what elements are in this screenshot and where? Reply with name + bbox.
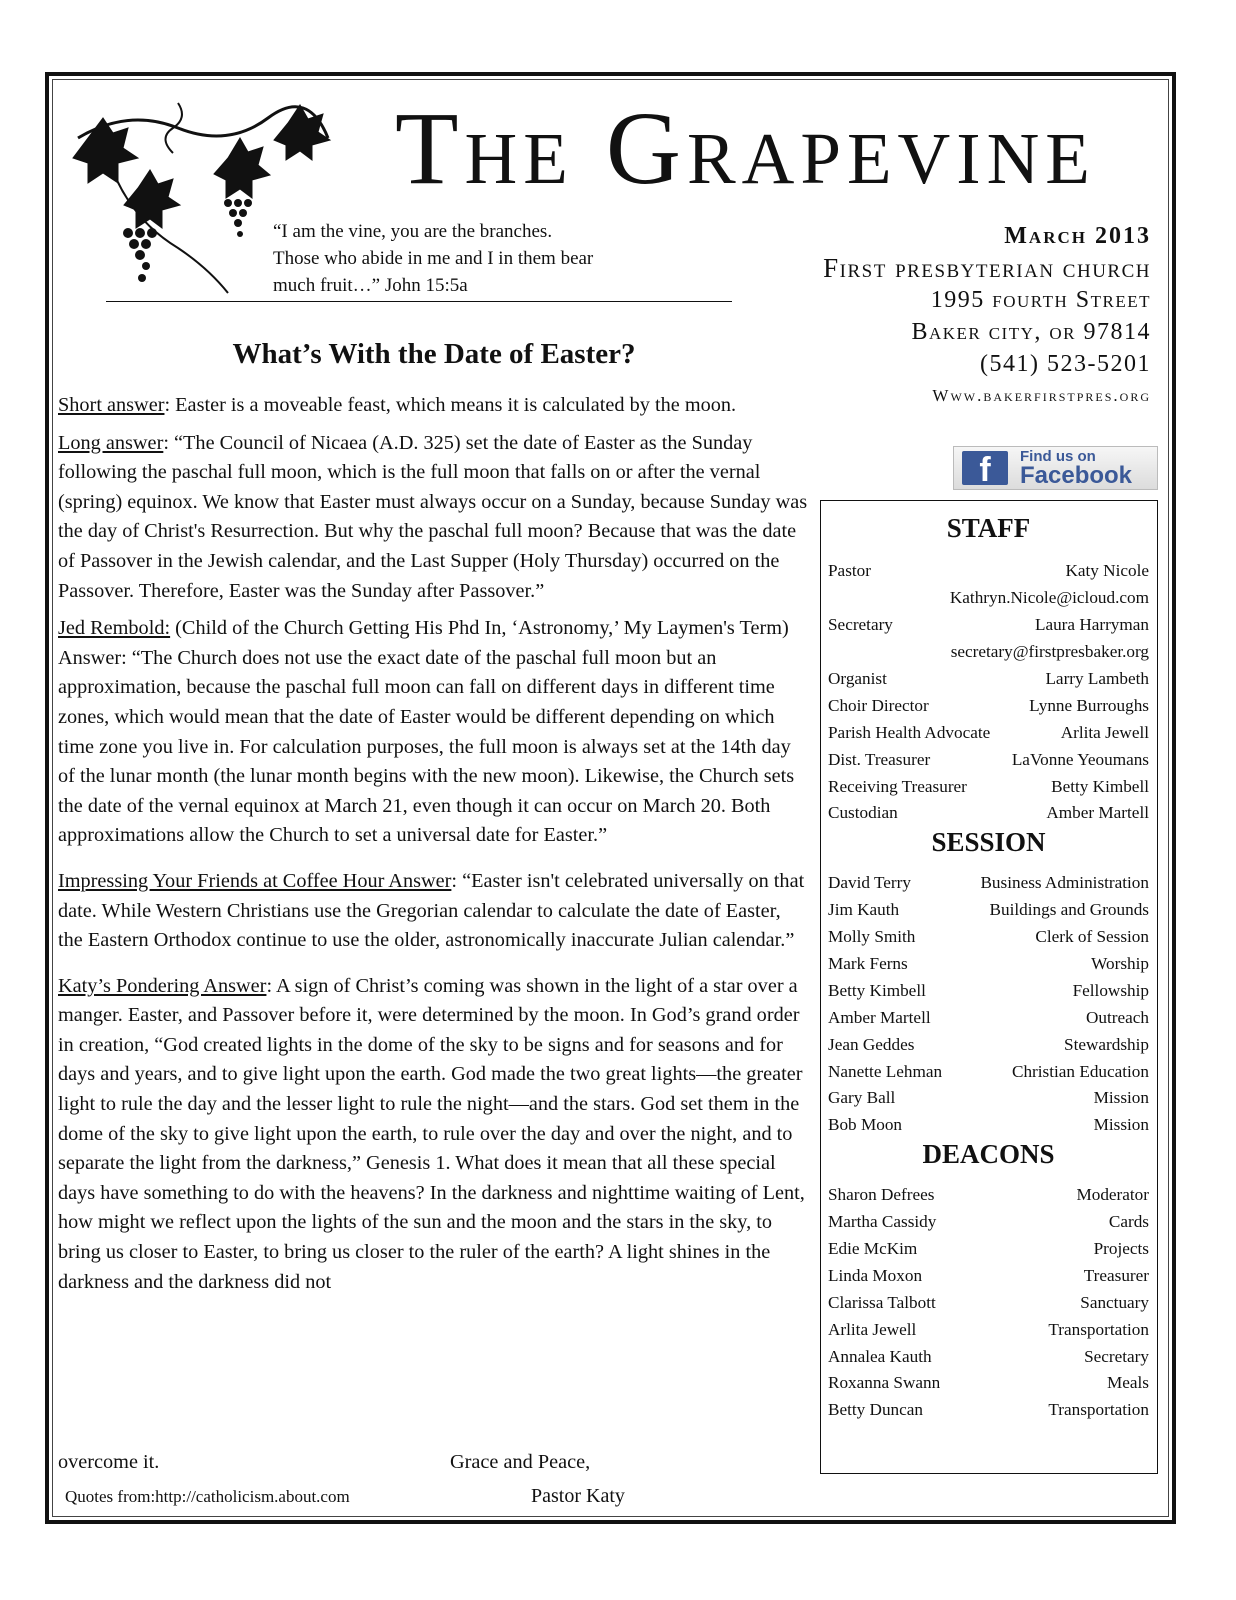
row-value: Meals <box>1106 1373 1149 1393</box>
quote-line: “I am the vine, you are the branches. <box>273 221 553 242</box>
row-label: Jean Geddes <box>828 1034 915 1054</box>
session-row <box>828 870 1149 897</box>
session-row <box>828 897 1149 924</box>
staff-row <box>828 800 1149 827</box>
deacons-row <box>828 1343 1149 1370</box>
row-value: Moderator <box>1076 1185 1149 1205</box>
row-label: Pastor <box>828 561 871 581</box>
row-label: Arlita Jewell <box>828 1319 917 1339</box>
session-row <box>828 924 1149 951</box>
phone-number: (541) 523-5201 <box>980 351 1151 377</box>
row-value: Katy Nicole <box>1065 561 1149 581</box>
church-info <box>823 220 1151 412</box>
session-row <box>828 1112 1149 1139</box>
row-value: Projects <box>1093 1239 1149 1259</box>
header-divider <box>106 301 732 302</box>
website-link[interactable]: Www.bakerfirstpres.org <box>932 386 1151 405</box>
row-label: Jim Kauth <box>828 900 900 920</box>
facebook-line2: Facebook <box>1020 461 1133 489</box>
row-label: Choir Director <box>828 695 929 715</box>
row-value: Clerk of Session <box>1035 927 1149 947</box>
church-name: First presbyterian church <box>823 253 1151 283</box>
session-row <box>828 1058 1149 1085</box>
row-label: Sharon Defrees <box>828 1185 935 1205</box>
facebook-line1: Find us on <box>1020 447 1096 465</box>
row-value: Amber Martell <box>1046 803 1149 823</box>
row-label: Parish Health Advocate <box>828 722 991 742</box>
row-value: Mission <box>1093 1115 1149 1135</box>
row-value: Business Administration <box>980 873 1149 893</box>
row-value: Mission <box>1093 1088 1149 1108</box>
paragraph-text: : “Easter isn't celebrated universally on that date. While Western Christians use the Gregorian calendar to calculate the date of Easter, the Eastern Orthodox continue to use the older, astronomically inaccurate Julian calendar.” <box>58 869 805 952</box>
session-heading: SESSION <box>931 826 1046 857</box>
row-label: Molly Smith <box>828 927 916 947</box>
newsletter-title: The Grapevine <box>395 91 1096 206</box>
row-value: Stewardship <box>1064 1034 1149 1054</box>
deacons-row <box>828 1182 1149 1209</box>
row-value: Laura Harryman <box>1034 615 1149 635</box>
session-list <box>828 870 1149 1139</box>
deacons-row <box>828 1289 1149 1316</box>
staff-row <box>828 773 1149 800</box>
row-value: Larry Lambeth <box>1045 669 1149 688</box>
row-label: Edie McKim <box>828 1239 918 1259</box>
session-row <box>828 977 1149 1004</box>
row-label: Linda Moxon <box>828 1265 923 1285</box>
staff-row <box>828 719 1149 746</box>
quote-line: Those who abide in me and I in them bear <box>273 248 594 269</box>
row-label: Annalea Kauth <box>828 1346 932 1366</box>
paragraph-label: Impressing Your Friends at Coffee Hour Answer <box>58 869 452 892</box>
deacons-row <box>828 1209 1149 1236</box>
signature: Pastor Katy <box>531 1485 625 1507</box>
deacons-row <box>828 1397 1149 1424</box>
row-label: Receiving Treasurer <box>828 776 967 796</box>
row-value: Buildings and Grounds <box>989 900 1149 920</box>
session-row <box>828 951 1149 978</box>
paragraph-label: Short answer <box>58 394 165 416</box>
row-label: Organist <box>828 669 887 688</box>
last-line: overcome it. <box>58 1451 160 1473</box>
row-value: Secretary <box>1084 1346 1149 1366</box>
paragraph-label: Katy’s Pondering Answer <box>58 974 267 997</box>
row-label: Secretary <box>828 615 893 635</box>
row-label: Gary Ball <box>828 1088 896 1108</box>
staff-row <box>828 585 1149 612</box>
closing: Grace and Peace, <box>450 1451 591 1473</box>
row-value: Sanctuary <box>1080 1292 1149 1312</box>
staff-list <box>828 558 1149 827</box>
paragraph-text: : A sign of Christ’s coming was shown in the light of a star over a manger. Easter, and Passover before it, were determined by the moon. In God’s grand order in creation, “God created lights in the dome of the sky to be signs and for seasons and for days and years, and to give light upon the earth. God made the two great lights—the greater light to rule the day and the lesser light to rule the night—and the stars. God set them in the dome of the sky to give light upon the earth, to rule over the day and over the night, and to separate the light from the darkness,” Genesis 1. What does it mean that all these special days have something to do with the heavens? In the darkness and nighttime waiting of Lent, how might we reflect upon the lights of the sun and the moon and the stars in the sky, to bring us closer to Easter, to bring us closer to the ruler of the earth? A light shines in the darkness and the darkness did not <box>58 974 805 1293</box>
row-value: Treasurer <box>1083 1265 1149 1285</box>
row-label: Clarissa Talbott <box>828 1292 936 1312</box>
article-paragraph <box>58 429 810 607</box>
facebook-button[interactable] <box>953 446 1158 490</box>
article-paragraph <box>58 867 810 956</box>
row-value: Kathryn.Nicole@icloud.com <box>949 588 1149 608</box>
street-address: 1995 fourth Street <box>930 287 1151 313</box>
session-row <box>828 1004 1149 1031</box>
article-paragraph <box>58 972 810 1298</box>
row-label: Bob Moon <box>828 1115 903 1135</box>
deacons-row <box>828 1262 1149 1289</box>
article-paragraph <box>58 391 810 421</box>
staff-sidebar <box>820 500 1158 1474</box>
staff-row <box>828 558 1149 585</box>
staff-heading: STAFF <box>946 513 1031 543</box>
quote-source: Quotes from:http://catholicism.about.com <box>65 1487 350 1506</box>
row-value: Fellowship <box>1072 980 1149 1000</box>
deacons-list <box>828 1182 1149 1424</box>
staff-row <box>828 746 1149 773</box>
city-address: Baker city, or 97814 <box>911 319 1151 345</box>
row-label: David Terry <box>828 873 911 893</box>
paragraph-text: : “The Council of Nicaea (A.D. 325) set the date of Easter as the Sunday following the paschal full moon, which is the full moon that falls on or after the vernal (spring) equinox. We know that Easter must always occur on a Sunday, because Sunday was the day of Christ's Resurrection. But why the paschal full moon? Because that was the date of Passover in the Jewish calendar, and the Last Supper (Holy Thursday) occurred on the Passover. Therefore, Easter was the Sunday after Passover.” <box>58 431 808 602</box>
staff-row <box>828 612 1149 639</box>
staff-row <box>828 639 1149 666</box>
row-value: secretary@firstpresbaker.org <box>950 642 1149 662</box>
row-value: Arlita Jewell <box>1060 722 1149 742</box>
row-label: Nanette Lehman <box>828 1061 943 1081</box>
paragraph-text: : Easter is a moveable feast, which means it is calculated by the moon. <box>164 394 737 416</box>
paragraph-label: Long answer <box>58 431 164 454</box>
paragraph-text: (Child of the Church Getting His Phd In, ‘Astronomy,’ My Laymen's Term) Answer: “The Church does not use the exact date of the paschal full moon but an approximation, because the paschal full moon can fall on different days in different time zones, which would mean that the date of Easter would be different depending on which time zone you live in. For calculation purposes, the full moon is always set at the 14th day of the lunar month (the lunar month begins with the new moon). Likewise, the Church sets the date of the vernal equinox at March 21, even though it can occur on March 20. Both approximations allow the Church to set a universal date for Easter.” <box>58 617 795 847</box>
quote-line: much fruit…” John 15:5a <box>273 275 468 296</box>
row-value: LaVonne Yeoumans <box>1011 749 1149 769</box>
row-value: Cards <box>1108 1212 1149 1232</box>
issue-date: March 2013 <box>1004 223 1151 249</box>
row-value: Christian Education <box>1012 1061 1149 1081</box>
article-paragraph <box>58 614 810 851</box>
row-label: Custodian <box>828 803 898 823</box>
row-label: Mark Ferns <box>828 954 908 974</box>
row-value: Lynne Burroughs <box>1029 695 1149 715</box>
session-row <box>828 1031 1149 1058</box>
deacons-row <box>828 1370 1149 1397</box>
deacons-row <box>828 1236 1149 1263</box>
closing-line <box>58 1451 818 1474</box>
row-label: Roxanna Swann <box>828 1373 941 1393</box>
deacons-heading: DEACONS <box>922 1138 1055 1169</box>
row-label: Martha Cassidy <box>828 1212 937 1232</box>
staff-row <box>828 692 1149 719</box>
deacons-row <box>828 1316 1149 1343</box>
facebook-icon: f <box>962 451 1008 485</box>
article-headline: What’s With the Date of Easter? <box>232 338 636 370</box>
row-value: Transportation <box>1048 1400 1149 1420</box>
row-label: Amber Martell <box>828 1007 931 1027</box>
paragraph-label: Jed Rembold: <box>58 617 171 640</box>
row-label: Betty Kimbell <box>828 980 926 1000</box>
row-label: Dist. Treasurer <box>828 749 931 769</box>
row-value: Betty Kimbell <box>1051 776 1149 796</box>
article-body <box>58 391 810 1305</box>
row-value: Transportation <box>1048 1319 1149 1339</box>
row-value: Outreach <box>1086 1007 1149 1027</box>
row-label: Betty Duncan <box>828 1400 923 1420</box>
row-value: Worship <box>1091 954 1149 974</box>
scripture-quote <box>273 218 593 299</box>
session-row <box>828 1085 1149 1112</box>
staff-row <box>828 666 1149 693</box>
